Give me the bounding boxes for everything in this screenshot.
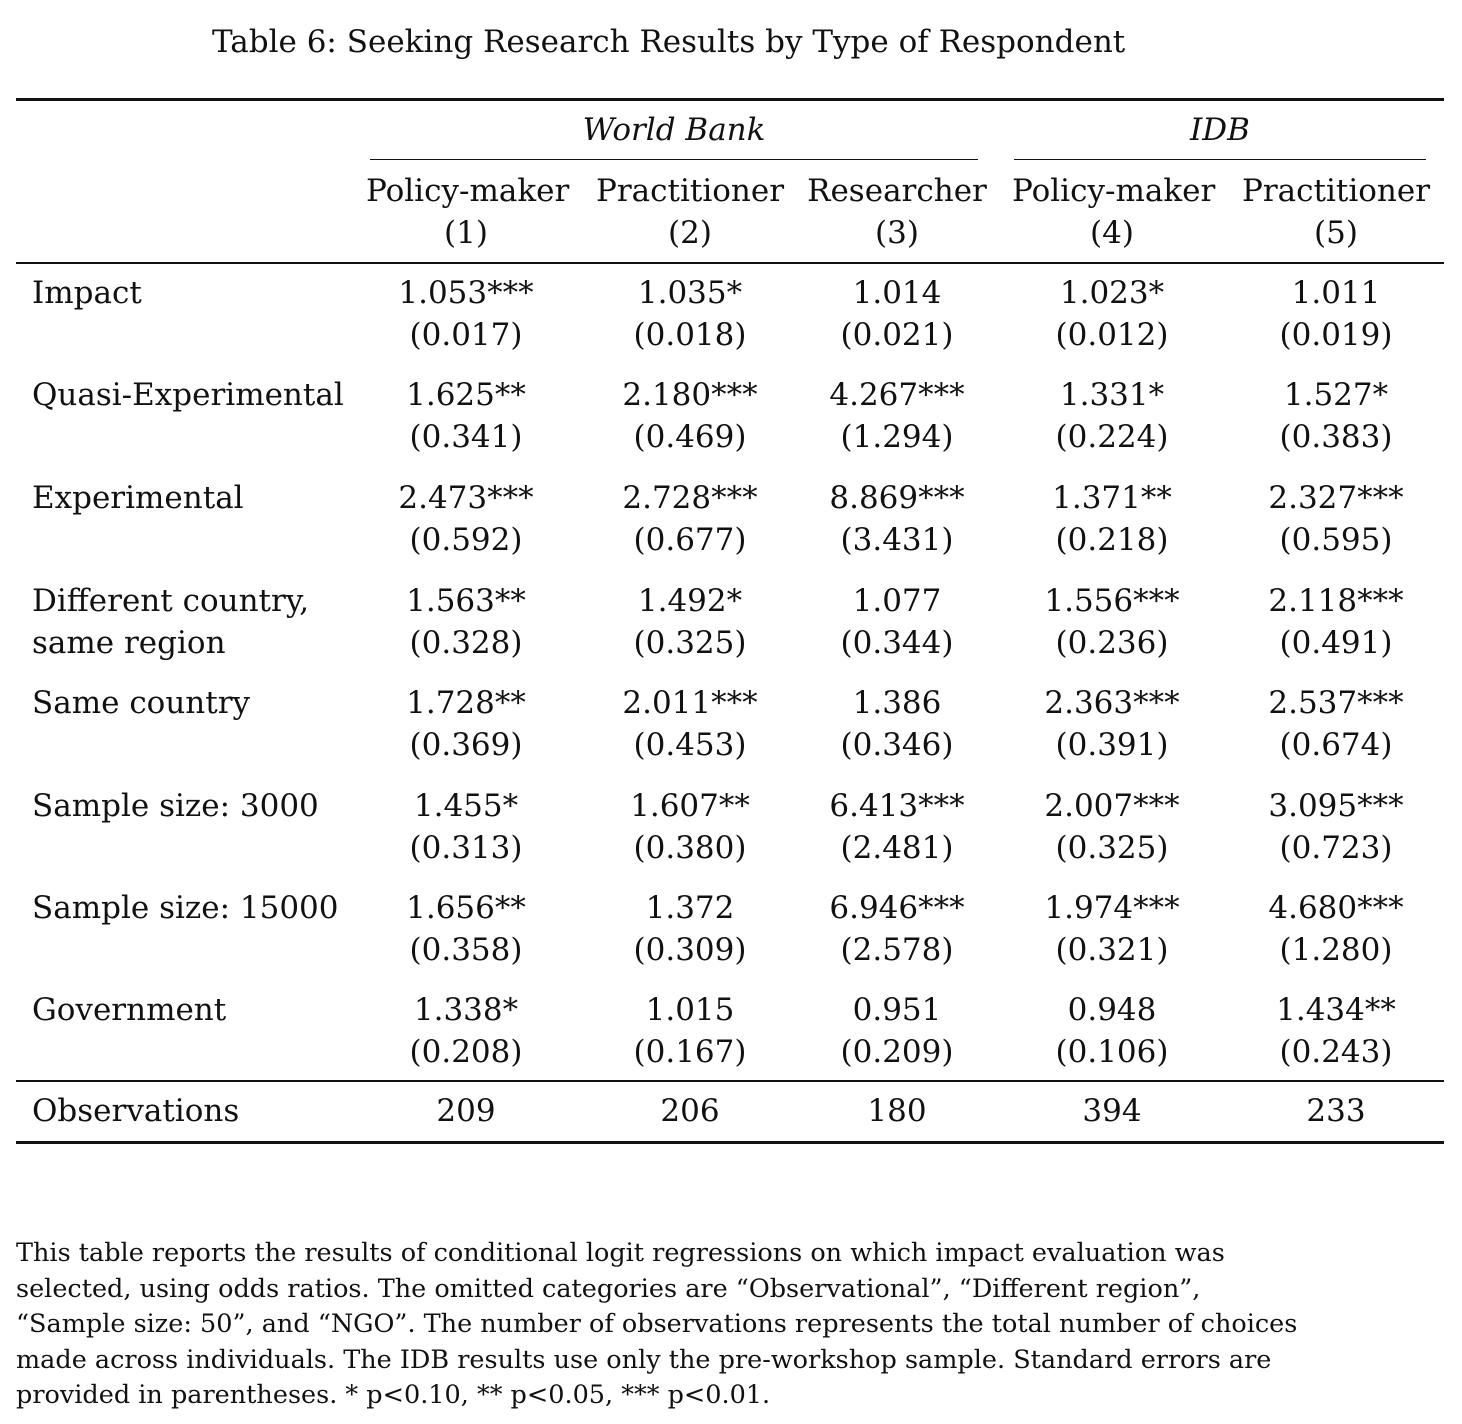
- note-line: made across individuals. The IDB results use only the pre-workshop sample. Standard errors are: [16, 1344, 1272, 1375]
- cell: 1.974*** (0.321): [1044, 890, 1180, 968]
- cell: 1.556*** (0.236): [1044, 583, 1180, 661]
- cell: 2.011*** (0.453): [622, 685, 758, 763]
- column-title: Policy-maker: [366, 173, 570, 209]
- column-header-4: [1012, 170, 1216, 254]
- column-title: Practitioner: [595, 173, 785, 209]
- table-row-impact: [0, 272, 1462, 376]
- cell: 1.014 (0.021): [840, 275, 954, 353]
- cell: 1.656** (0.358): [406, 890, 526, 968]
- column-number: (1): [444, 215, 488, 251]
- cell: 1.492* (0.325): [633, 583, 747, 661]
- observations-rule: [16, 1080, 1444, 1082]
- cell: 2.537*** (0.674): [1268, 685, 1404, 763]
- column-title: Policy-maker: [1012, 173, 1216, 209]
- table-row-sample-size-15000: [0, 887, 1462, 991]
- cell: 4.267*** (1.294): [829, 377, 965, 455]
- top-rule: [16, 98, 1444, 101]
- cell: 1.331* (0.224): [1055, 377, 1169, 455]
- cell: 0.951 (0.209): [840, 992, 954, 1070]
- column-number: (5): [1314, 215, 1358, 251]
- cell: 233: [1306, 1093, 1366, 1129]
- cell: 1.077 (0.344): [840, 583, 954, 661]
- cell: 209: [436, 1093, 496, 1129]
- table-row-observations: [0, 1090, 1462, 1134]
- row-label: Observations: [32, 1093, 240, 1129]
- column-number: (3): [875, 215, 919, 251]
- table-row-quasi-experimental: [0, 374, 1462, 478]
- cell: 1.728** (0.369): [406, 685, 526, 763]
- cell: 1.035* (0.018): [633, 275, 747, 353]
- cell: 1.386 (0.346): [840, 685, 954, 763]
- cell: 1.607** (0.380): [630, 788, 750, 866]
- cell: 2.327*** (0.595): [1268, 480, 1404, 558]
- cell: 1.372 (0.309): [633, 890, 747, 968]
- note-line: provided in parentheses. * p<0.10, ** p<0.05, *** p<0.01.: [16, 1380, 771, 1410]
- header-rule: [16, 262, 1444, 264]
- note-line: This table reports the results of conditional logit regressions on which impact evaluation was: [16, 1238, 1225, 1268]
- group-underline-world-bank: [370, 159, 978, 160]
- cell: 180: [867, 1093, 927, 1129]
- row-label: Impact: [32, 275, 142, 311]
- table-row-experimental: [0, 477, 1462, 581]
- cell: 2.473*** (0.592): [398, 480, 534, 558]
- row-label: Sample size: 3000: [32, 788, 319, 824]
- note-line: “Sample size: 50”, and “NGO”. The number of observations represents the total number of choices: [16, 1309, 1298, 1339]
- cell: 2.363*** (0.391): [1044, 685, 1180, 763]
- cell: 1.011 (0.019): [1279, 275, 1393, 353]
- cell: 0.948 (0.106): [1055, 992, 1169, 1070]
- cell: 2.728*** (0.677): [622, 480, 758, 558]
- cell: 1.338* (0.208): [409, 992, 523, 1070]
- group-underline-idb: [1014, 159, 1426, 160]
- table-row-government: [0, 989, 1462, 1093]
- cell: 8.869*** (3.431): [829, 480, 965, 558]
- table-row-different-country: [0, 580, 1462, 684]
- cell: 4.680*** (1.280): [1268, 890, 1404, 968]
- cell: 2.180*** (0.469): [622, 377, 758, 455]
- column-header-2: [590, 170, 790, 254]
- bottom-rule: [16, 1141, 1444, 1144]
- cell: 206: [660, 1093, 720, 1129]
- column-header-5: [1236, 170, 1436, 254]
- row-label: Different country, same region: [32, 583, 310, 661]
- cell: 1.527* (0.383): [1279, 377, 1393, 455]
- cell: 2.007*** (0.325): [1044, 788, 1180, 866]
- row-label: Experimental: [32, 480, 244, 516]
- column-header-1: [366, 170, 570, 254]
- cell: 3.095*** (0.723): [1268, 788, 1404, 866]
- table-row-sample-size-3000: [0, 785, 1462, 889]
- column-number: (2): [668, 215, 712, 251]
- cell: 394: [1082, 1093, 1142, 1129]
- cell: 6.413*** (2.481): [829, 788, 965, 866]
- row-label: Government: [32, 992, 227, 1028]
- cell: 1.434** (0.243): [1276, 992, 1396, 1070]
- cell: 1.563** (0.328): [406, 583, 526, 661]
- row-label: Quasi-Experimental: [32, 377, 344, 413]
- column-title: Researcher: [807, 173, 987, 209]
- column-title: Practitioner: [1241, 173, 1431, 209]
- cell: 1.371** (0.218): [1052, 480, 1172, 558]
- table-note: [16, 1236, 1316, 1414]
- column-header-3: [797, 170, 997, 254]
- cell: 1.455* (0.313): [409, 788, 523, 866]
- cell: 2.118*** (0.491): [1268, 583, 1404, 661]
- cell: 6.946*** (2.578): [829, 890, 965, 968]
- group-header-world-bank: World Bank: [582, 112, 766, 148]
- table-row-same-country: [0, 682, 1462, 786]
- row-label: Same country: [32, 685, 251, 721]
- cell: 1.625** (0.341): [406, 377, 526, 455]
- row-label: Sample size: 15000: [32, 890, 339, 926]
- note-line: selected, using odds ratios. The omitted categories are “Observational”, “Different region”,: [16, 1273, 1201, 1304]
- cell: 1.015 (0.167): [633, 992, 747, 1070]
- cell: 1.023* (0.012): [1055, 275, 1169, 353]
- table-caption: Table 6: Seeking Research Results by Type of Respondent: [212, 24, 1126, 60]
- group-header-idb: IDB: [1190, 112, 1250, 148]
- column-number: (4): [1090, 215, 1134, 251]
- cell: 1.053*** (0.017): [398, 275, 534, 353]
